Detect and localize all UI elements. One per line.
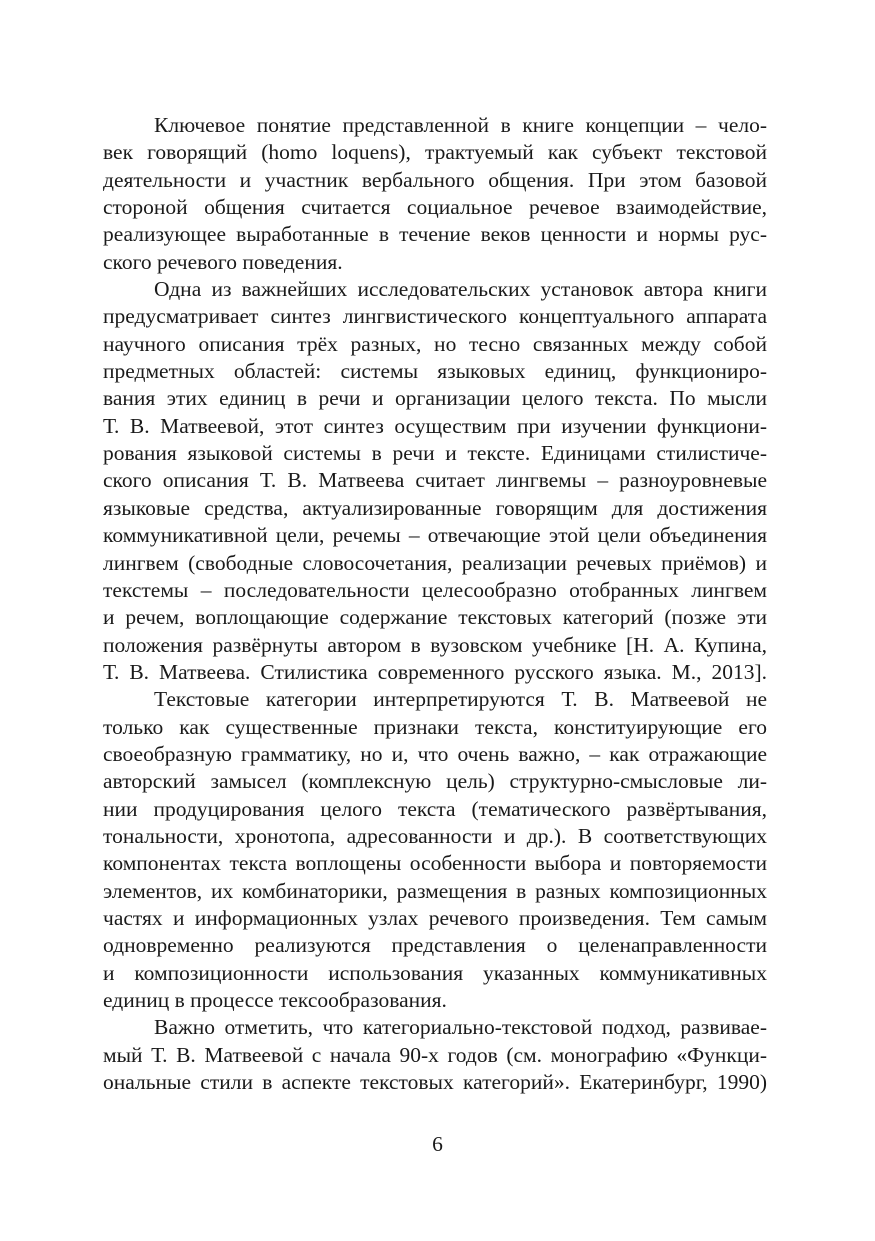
page-number: 6 (432, 1132, 443, 1156)
text-line: коммуникативной цели, речемы – отвечающие этой цели объединения (103, 523, 767, 548)
body-text (103, 112, 767, 1096)
text-line: ональные стили в аспекте текстовых категорий». Екатеринбург, 1990) (103, 1070, 767, 1095)
text-line: Одна из важнейших исследовательских установок автора книги (154, 277, 767, 302)
text-line: ского речевого поведения. (103, 249, 343, 274)
paragraph-1 (103, 112, 767, 276)
text-line: Ключевое понятие представленной в книге концепции – чело- (154, 113, 767, 137)
paragraph-4 (103, 1014, 767, 1096)
text-line: научного описания трёх разных, но тесно связанных между собой (103, 331, 767, 356)
text-line: элементов, их комбинаторики, размещения в разных композиционных (103, 878, 767, 903)
text-line: авторский замысел (комплексную цель) структурно-смысловые ли- (103, 769, 767, 794)
text-line: текстемы – последовательности целесообразно отобранных лингвем (103, 577, 767, 602)
text-line: языковые средства, актуализированные говорящим для достижения (103, 495, 767, 520)
text-line: Т. В. Матвеевой, этот синтез осуществим при изучении функциони- (103, 413, 767, 438)
text-line: ского описания Т. В. Матвеева считает лингвемы – разноуровневые (103, 468, 767, 493)
text-line: предусматривает синтез лингвистического концептуального аппарата (103, 304, 767, 329)
text-line: вания этих единиц в речи и организации целого текста. По мысли (103, 386, 767, 411)
text-line: предметных областей: системы языковых единиц, функциониро- (103, 359, 767, 384)
text-line: нии продуцирования целого текста (тематического развёртывания, (103, 796, 767, 821)
text-line: одновременно реализуются представления о целенаправленности (103, 933, 767, 958)
text-line: Т. В. Матвеева. Стилистика современного русского языка. М., 2013]. (103, 659, 767, 684)
text-line: мый Т. В. Матвеевой с начала 90-х годов (см. монографию «Функци- (103, 1042, 767, 1067)
paragraph-3 (103, 686, 767, 1014)
text-line: единиц в процессе тексообразования. (103, 988, 447, 1012)
text-line: реализующее выработанные в течение веков ценности и нормы рус- (103, 222, 767, 247)
text-line: тональности, хронотопа, адресованности и др.). В соответствующих (103, 823, 767, 848)
text-line: частях и информационных узлах речевого произведения. Тем самым (103, 905, 767, 930)
text-line: рования языковой системы в речи и тексте. Единицами стилистиче- (103, 441, 767, 466)
text-line: деятельности и участник вербального общения. При этом базовой (103, 167, 767, 192)
text-line: Текстовые категории интерпретируются Т. В. Матвеевой не (154, 687, 767, 712)
text-line: стороной общения считается социальное речевое взаимодействие, (103, 195, 767, 220)
text-line: положения развёрнуты автором в вузовском учебнике [Н. А. Купина, (103, 632, 767, 657)
text-line: Важно отметить, что категориально-текстовой подход, развивае- (154, 1015, 767, 1040)
text-line: своеобразную грамматику, но и, что очень важно, – как отражающие (103, 741, 767, 766)
text-line: век говорящий (homo loquens), трактуемый как субъект текстовой (103, 140, 767, 165)
text-line: только как существенные признаки текста, конституирующие его (103, 714, 767, 739)
text-line: компонентах текста воплощены особенности выбора и повторяемости (103, 851, 767, 876)
text-line: и композиционности использования указанных коммуникативных (103, 960, 767, 985)
text-line: и речем, воплощающие содержание текстовых категорий (позже эти (103, 605, 767, 630)
text-line: лингвем (свободные словосочетания, реализации речевых приёмов) и (103, 550, 767, 575)
paragraph-2 (103, 276, 767, 686)
